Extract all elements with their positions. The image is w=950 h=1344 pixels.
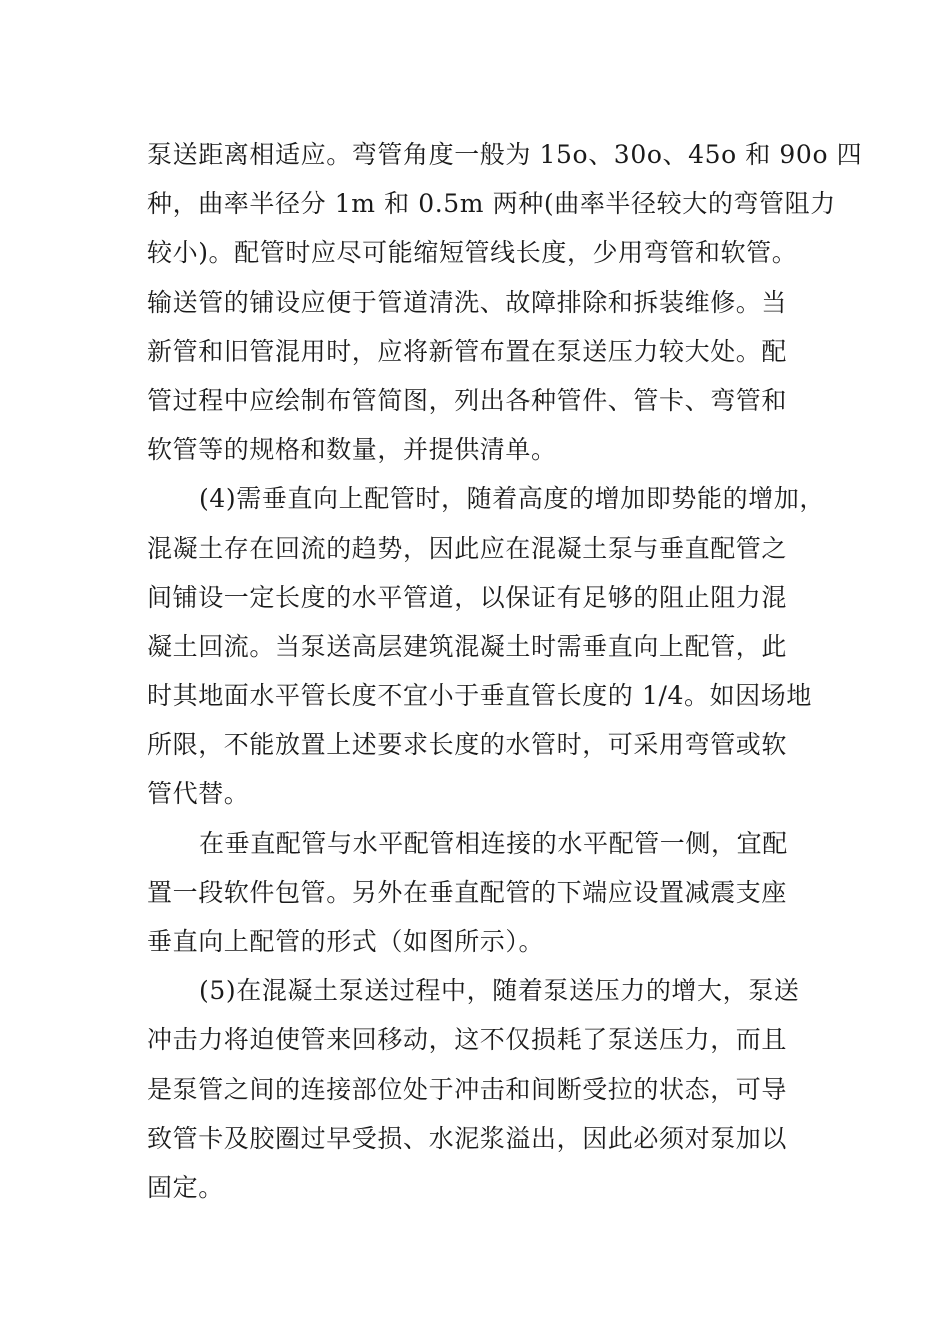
text-line: 固定。: [147, 1172, 224, 1202]
text-line: 输送管的铺设应便于管道清洗、故障排除和拆装维修。当: [147, 287, 788, 317]
text-line: 间铺设一定长度的水平管道，以保证有足够的阻止阻力混: [147, 582, 788, 612]
paragraph-5-start: (5)在混凝土泵送过程中，随着泵送压力的增大，泵送: [199, 976, 800, 1006]
text-line: 新管和旧管混用时，应将新管布置在泵送压力较大处。配: [147, 336, 788, 366]
text-line: 管过程中应绘制布管简图，列出各种管件、管卡、弯管和: [147, 385, 788, 415]
text-line: 种，曲率半径分 1m 和 0.5m 两种(曲率半径较大的弯管阻力: [147, 189, 836, 219]
paragraph-4-start: (4)需垂直向上配管时，随着高度的增加即势能的增加，: [199, 484, 826, 514]
paragraph-start: 在垂直配管与水平配管相连接的水平配管一侧，宜配: [199, 828, 788, 858]
text-line: 软管等的规格和数量，并提供清单。: [147, 435, 557, 465]
text-line: 垂直向上配管的形式（如图所示）。: [147, 927, 545, 956]
body-text: [147, 130, 863, 1212]
text-line: 时其地面水平管长度不宜小于垂直管长度的 1/4。如因场地: [147, 681, 812, 711]
text-line: 泵送距离相适应。弯管角度一般为 15o、30o、45o 和 90o 四: [147, 140, 863, 169]
text-line: 置一段软件包管。另外在垂直配管的下端应设置减震支座: [147, 877, 788, 907]
text-line: 所限，不能放置上述要求长度的水管时，可采用弯管或软: [147, 730, 788, 760]
text-line: 较小)。配管时应尽可能缩短管线长度，少用弯管和软管。: [147, 238, 798, 268]
text-line: 凝土回流。当泵送高层建筑混凝土时需垂直向上配管，此: [147, 631, 788, 661]
text-line: 混凝土存在回流的趋势，因此应在混凝土泵与垂直配管之: [147, 533, 788, 563]
text-line: 冲击力将迫使管来回移动，这不仅损耗了泵送压力，而且: [147, 1025, 788, 1055]
text-line: 是泵管之间的连接部位处于冲击和间断受拉的状态，可导: [147, 1074, 788, 1104]
text-line: 致管卡及胶圈过早受损、水泥浆溢出，因此必须对泵加以: [147, 1123, 788, 1153]
text-line: 管代替。: [147, 779, 250, 809]
